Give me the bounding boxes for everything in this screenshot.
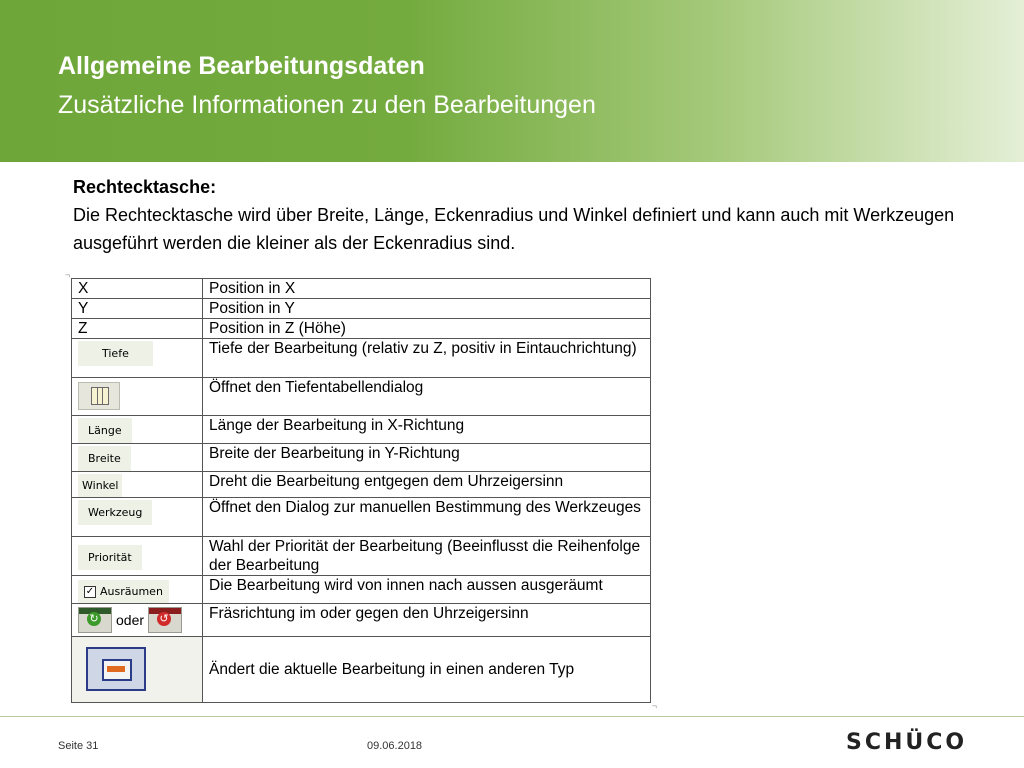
table-row [72, 319, 651, 339]
param-desc: Öffnet den Tiefentabellendialog [203, 378, 651, 416]
param-cell [72, 444, 203, 472]
clockwise-button[interactable] [78, 607, 112, 633]
param-desc: Länge der Bearbeitung in X-Richtung [203, 416, 651, 444]
page-title: Allgemeine Bearbeitungsdaten [58, 52, 425, 80]
param-desc: Dreht die Bearbeitung entgegen dem Uhrzeigersinn [203, 472, 651, 498]
table-row [72, 576, 651, 604]
table-row [72, 444, 651, 472]
table-row [72, 339, 651, 378]
param-cell [72, 576, 203, 604]
page-number: Seite 31 [58, 740, 99, 752]
corner-mark: ¬ [651, 701, 657, 711]
param-cell [72, 498, 203, 537]
table-row [72, 637, 651, 703]
brand-logo: SCHÜCO [846, 730, 968, 755]
change-type-button[interactable] [86, 647, 146, 691]
priority-field[interactable]: Priorität [78, 545, 142, 570]
table-row [72, 498, 651, 537]
table-row [72, 604, 651, 637]
or-label: oder [116, 611, 145, 628]
intro-block [73, 173, 973, 257]
param-desc: Ändert die aktuelle Bearbeitung in einen anderen Typ [203, 637, 651, 703]
page-subtitle: Zusätzliche Informationen zu den Bearbeitungen [58, 91, 596, 119]
length-field[interactable]: Länge [78, 418, 132, 443]
footer-divider [0, 716, 1024, 717]
footer-date: 09.06.2018 [367, 740, 423, 752]
intro-heading: Rechtecktasche: [73, 177, 217, 197]
depth-table-button[interactable] [78, 382, 120, 410]
param-cell [72, 416, 203, 444]
header-banner [0, 0, 1024, 162]
rotate-counterclockwise-icon: ↺ [157, 612, 171, 626]
checkbox-label: Ausräumen [100, 585, 163, 598]
width-field[interactable]: Breite [78, 446, 131, 471]
table-row [72, 472, 651, 498]
table-row [72, 378, 651, 416]
param-desc: Wahl der Priorität der Bearbeitung (Beeinflusst die Reihenfolge der Bearbeitung [203, 537, 651, 576]
counterclockwise-button[interactable] [148, 607, 182, 633]
param-label-x: X [72, 279, 203, 299]
table-row [72, 537, 651, 576]
depth-table-icon [91, 387, 109, 405]
param-cell [72, 604, 203, 637]
table-row [72, 279, 651, 299]
param-cell [72, 637, 203, 703]
parameter-table [71, 278, 651, 703]
depth-field[interactable]: Tiefe [78, 341, 153, 366]
table-row [72, 416, 651, 444]
param-desc: Fräsrichtung im oder gegen den Uhrzeigersinn [203, 604, 651, 637]
param-desc: Position in Y [203, 299, 651, 319]
corner-mark: ¬ [65, 270, 71, 280]
intro-text: Die Rechtecktasche wird über Breite, Länge, Eckenradius und Winkel definiert und kann auch mit Werkzeugen ausgeführt werden die kleiner als der Eckenradius sind. [73, 205, 955, 253]
milling-direction-selector [78, 607, 196, 633]
param-desc: Tiefe der Bearbeitung (relativ zu Z, positiv in Eintauchrichtung) [203, 339, 651, 378]
param-cell [72, 378, 203, 416]
param-cell [72, 537, 203, 576]
param-label-z: Z [72, 319, 203, 339]
param-desc: Position in X [203, 279, 651, 299]
clear-out-checkbox[interactable] [78, 580, 169, 603]
param-label-y: Y [72, 299, 203, 319]
tool-field[interactable]: Werkzeug [78, 500, 152, 525]
param-cell [72, 472, 203, 498]
angle-field[interactable]: Winkel [78, 474, 122, 497]
table-row [72, 299, 651, 319]
parameter-table-container [65, 270, 657, 711]
param-desc: Breite der Bearbeitung in Y-Richtung [203, 444, 651, 472]
pocket-bar [107, 666, 125, 672]
rotate-clockwise-icon: ↻ [87, 612, 101, 626]
param-cell [72, 339, 203, 378]
param-desc: Die Bearbeitung wird von innen nach aussen ausgeräumt [203, 576, 651, 604]
param-desc: Öffnet den Dialog zur manuellen Bestimmung des Werkzeuges [203, 498, 651, 537]
param-desc: Position in Z (Höhe) [203, 319, 651, 339]
checkmark-icon: ✓ [85, 585, 95, 597]
